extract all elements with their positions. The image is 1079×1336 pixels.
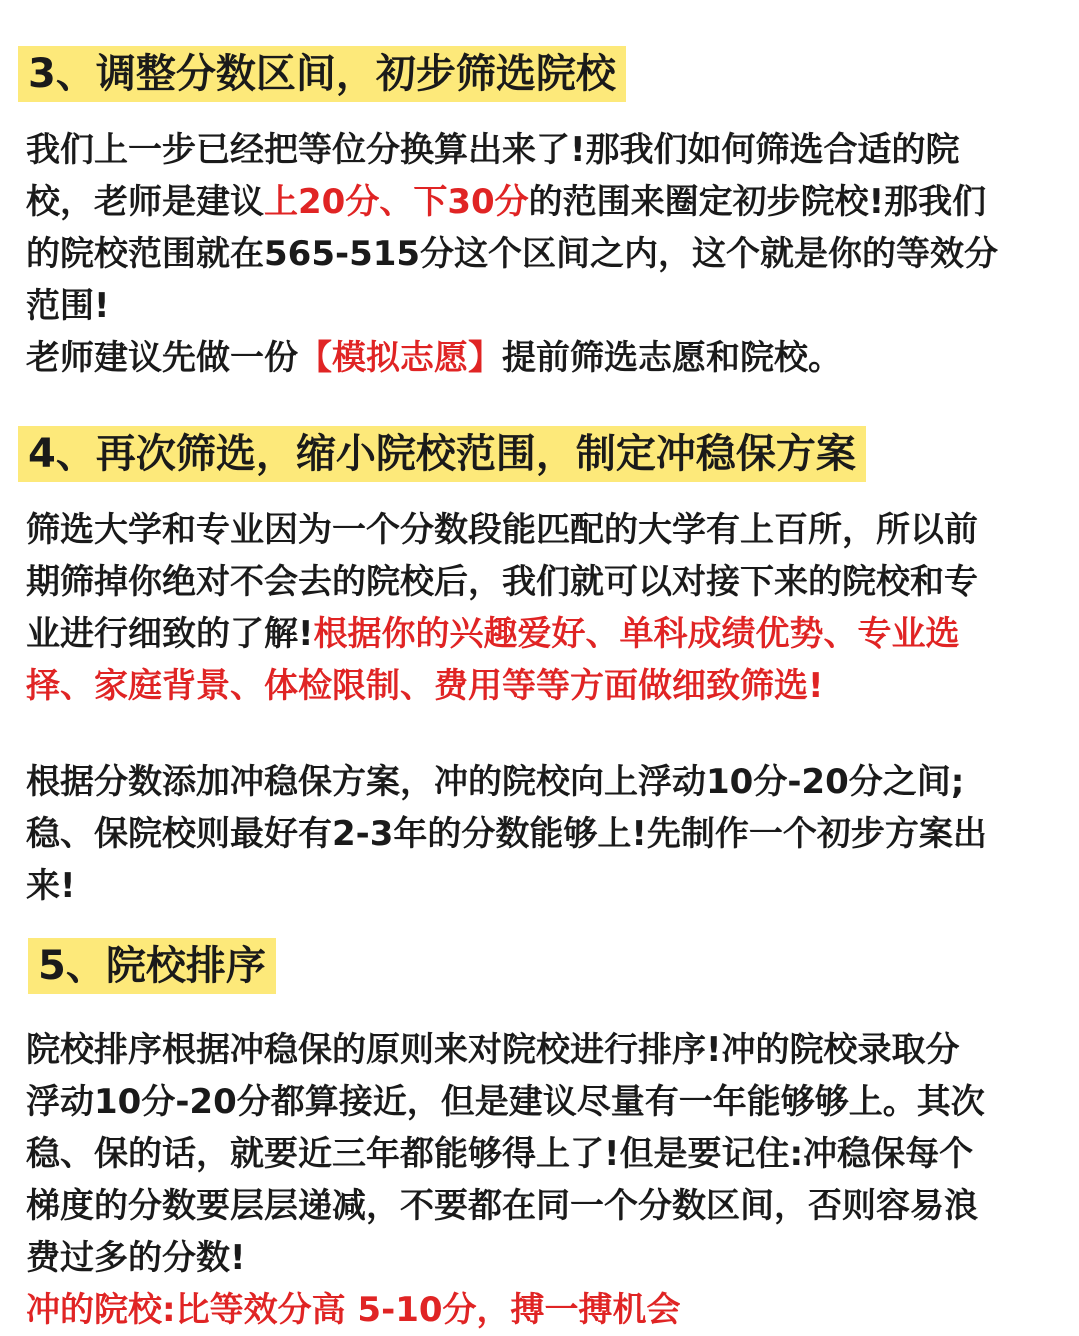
text-line	[26, 608, 1056, 660]
text-line: 稳、保的话，就要近三年都能够得上了!但是要记住:冲稳保每个	[26, 1134, 974, 1174]
text-segment: 老师建议先做一份	[26, 338, 298, 378]
text-segment: 业进行细致的了解!	[26, 614, 314, 654]
section-4-heading: 4、再次筛选，缩小院校范围，制定冲稳保方案	[18, 426, 866, 482]
text-line: 浮动10分-20分都算接近，但是建议尽量有一年能够够上。其次	[26, 1082, 985, 1122]
highlight-criteria: 根据你的兴趣爱好、单科成绩优势、专业选	[313, 614, 960, 654]
highlight-mock-application: 【模拟志愿】	[298, 338, 502, 378]
section-4-paragraph-2	[26, 756, 1056, 912]
text-line: 费过多的分数!	[26, 1238, 246, 1278]
text-line: 来!	[26, 866, 76, 906]
text-line: 期筛掉你绝对不会去的院校后，我们就可以对接下来的院校和专	[26, 562, 978, 602]
text-line: 筛选大学和专业因为一个分数段能匹配的大学有上百所，所以前	[26, 510, 978, 550]
text-line: 院校排序根据冲稳保的原则来对院校进行排序!冲的院校录取分	[26, 1030, 960, 1070]
text-line: 范围!	[26, 286, 110, 326]
text-line: 我们上一步已经把等位分换算出来了!那我们如何筛选合适的院	[26, 130, 960, 170]
section-5-heading: 5、院校排序	[28, 938, 276, 994]
section-3-paragraph-1	[26, 124, 1056, 384]
text-line	[26, 332, 1056, 384]
section-3-heading: 3、调整分数区间，初步筛选院校	[18, 46, 626, 102]
text-line	[26, 176, 1056, 228]
section-4-paragraph-1	[26, 504, 1056, 712]
highlight-range: 上20分、下30分	[264, 182, 529, 222]
text-line: 梯度的分数要层层递减，不要都在同一个分数区间，否则容易浪	[26, 1186, 978, 1226]
text-line: 稳、保院校则最好有2-3年的分数能够上!先制作一个初步方案出	[26, 814, 987, 854]
text-line: 根据分数添加冲稳保方案，冲的院校向上浮动10分-20分之间;	[26, 762, 965, 802]
text-segment: 的范围来圈定初步院校!那我们	[528, 182, 987, 222]
text-line-highlight: 择、家庭背景、体检限制、费用等等方面做细致筛选!	[26, 666, 824, 706]
text-segment: 校，老师是建议	[26, 182, 264, 222]
section-5-paragraph-1	[26, 1024, 1056, 1336]
text-line: 的院校范围就在565-515分这个区间之内，这个就是你的等效分	[26, 234, 999, 274]
text-line-highlight: 冲的院校:比等效分高 5-10分，搏一搏机会	[26, 1290, 681, 1330]
text-segment: 提前筛选志愿和院校。	[502, 338, 842, 378]
